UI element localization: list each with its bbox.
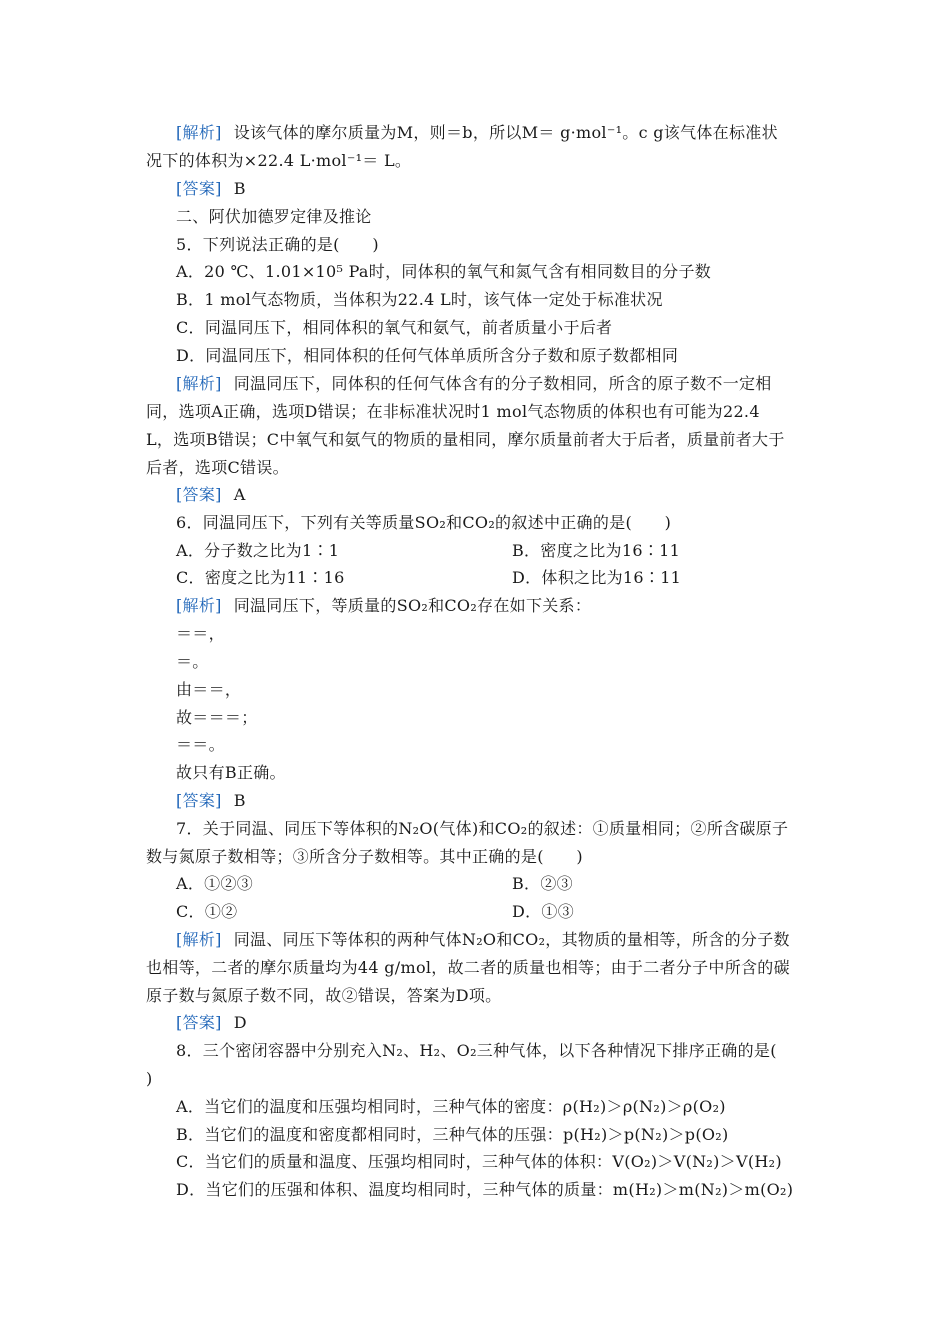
q7-option-a: A．①②③: [176, 874, 254, 893]
q8-stem-line-1: 8．三个密闭容器中分别充入N₂、H₂、O₂三种气体，以下各种情况下排序正确的是(: [176, 1041, 777, 1060]
answer-label: [答案]: [176, 179, 222, 198]
answer-label: [答案]: [176, 1013, 222, 1032]
q6-analysis-line-5: 故＝＝＝；: [176, 708, 258, 727]
q6-analysis-line-3: ＝。: [176, 652, 209, 671]
q8-option-a: A．当它们的温度和压强均相同时，三种气体的密度：ρ(H₂)＞ρ(N₂)＞ρ(O₂): [176, 1097, 726, 1116]
q5-analysis-line-1: [解析] 同温同压下，同体积的任何气体含有的分子数相同，所含的原子数不一定相: [176, 374, 772, 393]
section-heading: 二、阿伏加德罗定律及推论: [176, 207, 372, 226]
q6-option-b: B．密度之比为16∶11: [512, 541, 681, 560]
q6-analysis-line-1: [解析] 同温同压下，等质量的SO₂和CO₂存在如下关系：: [176, 596, 592, 615]
q4-answer: [答案] B: [176, 179, 246, 198]
q8-option-b: B．当它们的温度和密度都相同时，三种气体的压强：p(H₂)＞p(N₂)＞p(O₂): [176, 1125, 729, 1144]
q7-analysis-line-3: 原子数与氮原子数不同，故②错误，答案为D项。: [146, 986, 502, 1005]
q6-analysis-line-7: 故只有B正确。: [176, 763, 286, 782]
q8-stem-line-2: ): [146, 1069, 153, 1088]
q7-option-d: D．①③: [512, 902, 575, 921]
q7-stem-line-2: 数与氮原子数相等；③所含分子数相等。其中正确的是( ): [146, 847, 583, 866]
answer-label: [答案]: [176, 485, 222, 504]
analysis-label: [解析]: [176, 374, 222, 393]
q4-analysis-line-1: [解析] 设该气体的摩尔质量为M，则＝b，所以M＝ g·mol⁻¹。c g该气体在标准状: [176, 123, 778, 142]
q5-option-c: C．同温同压下，相同体积的氧气和氨气，前者质量小于后者: [176, 318, 613, 337]
q5-option-b: B．1 mol气态物质，当体积为22.4 L时，该气体一定处于标准状况: [176, 290, 663, 309]
q5-stem: 5．下列说法正确的是( ): [176, 235, 379, 254]
q6-analysis-line-6: ＝＝。: [176, 735, 225, 754]
q7-answer: [答案] D: [176, 1013, 247, 1032]
analysis-label: [解析]: [176, 596, 222, 615]
q8-option-c: C．当它们的质量和温度、压强均相同时，三种气体的体积：V(O₂)＞V(N₂)＞V(H₂): [176, 1152, 782, 1171]
q5-analysis-line-2: 同，选项A正确，选项D错误；在非标准状况时1 mol气态物质的体积也有可能为22.4: [146, 402, 760, 421]
q7-analysis-line-1: [解析] 同温、同压下等体积的两种气体N₂O和CO₂，其物质的量相等，所含的分子数: [176, 930, 790, 949]
q6-option-c: C．密度之比为11∶16: [176, 568, 345, 587]
q6-analysis-line-2: ＝＝，: [176, 624, 225, 643]
q5-analysis-line-4: 后者，选项C错误。: [146, 458, 289, 477]
q6-option-a: A．分子数之比为1∶1: [176, 541, 340, 560]
q6-analysis-line-4: 由＝＝，: [176, 680, 242, 699]
answer-label: [答案]: [176, 791, 222, 810]
q6-option-d: D．体积之比为16∶11: [512, 568, 682, 587]
q5-option-d: D．同温同压下，相同体积的任何气体单质所含分子数和原子数都相同: [176, 346, 679, 365]
q7-option-c: C．①②: [176, 902, 238, 921]
q7-option-b: B．②③: [512, 874, 573, 893]
q5-answer: [答案] A: [176, 485, 246, 504]
q5-option-a: A．20 ℃、1.01×10⁵ Pa时，同体积的氧气和氮气含有相同数目的分子数: [176, 262, 712, 281]
analysis-label: [解析]: [176, 123, 222, 142]
q4-analysis-line-2: 况下的体积为×22.4 L·mol⁻¹＝ L。: [146, 151, 412, 170]
q6-stem: 6．同温同压下，下列有关等质量SO₂和CO₂的叙述中正确的是( ): [176, 513, 672, 532]
q5-analysis-line-3: L，选项B错误；C中氧气和氨气的物质的量相同，摩尔质量前者大于后者，质量前者大于: [146, 430, 785, 449]
analysis-label: [解析]: [176, 930, 222, 949]
q6-answer: [答案] B: [176, 791, 246, 810]
q7-analysis-line-2: 也相等，二者的摩尔质量均为44 g/mol，故二者的质量也相等；由于二者分子中所含的碳: [146, 958, 790, 977]
q7-stem-line-1: 7．关于同温、同压下等体积的N₂O(气体)和CO₂的叙述：①质量相同；②所含碳原子: [176, 819, 789, 838]
q8-option-d: D．当它们的压强和体积、温度均相同时，三种气体的质量：m(H₂)＞m(N₂)＞m(O₂): [176, 1180, 794, 1199]
